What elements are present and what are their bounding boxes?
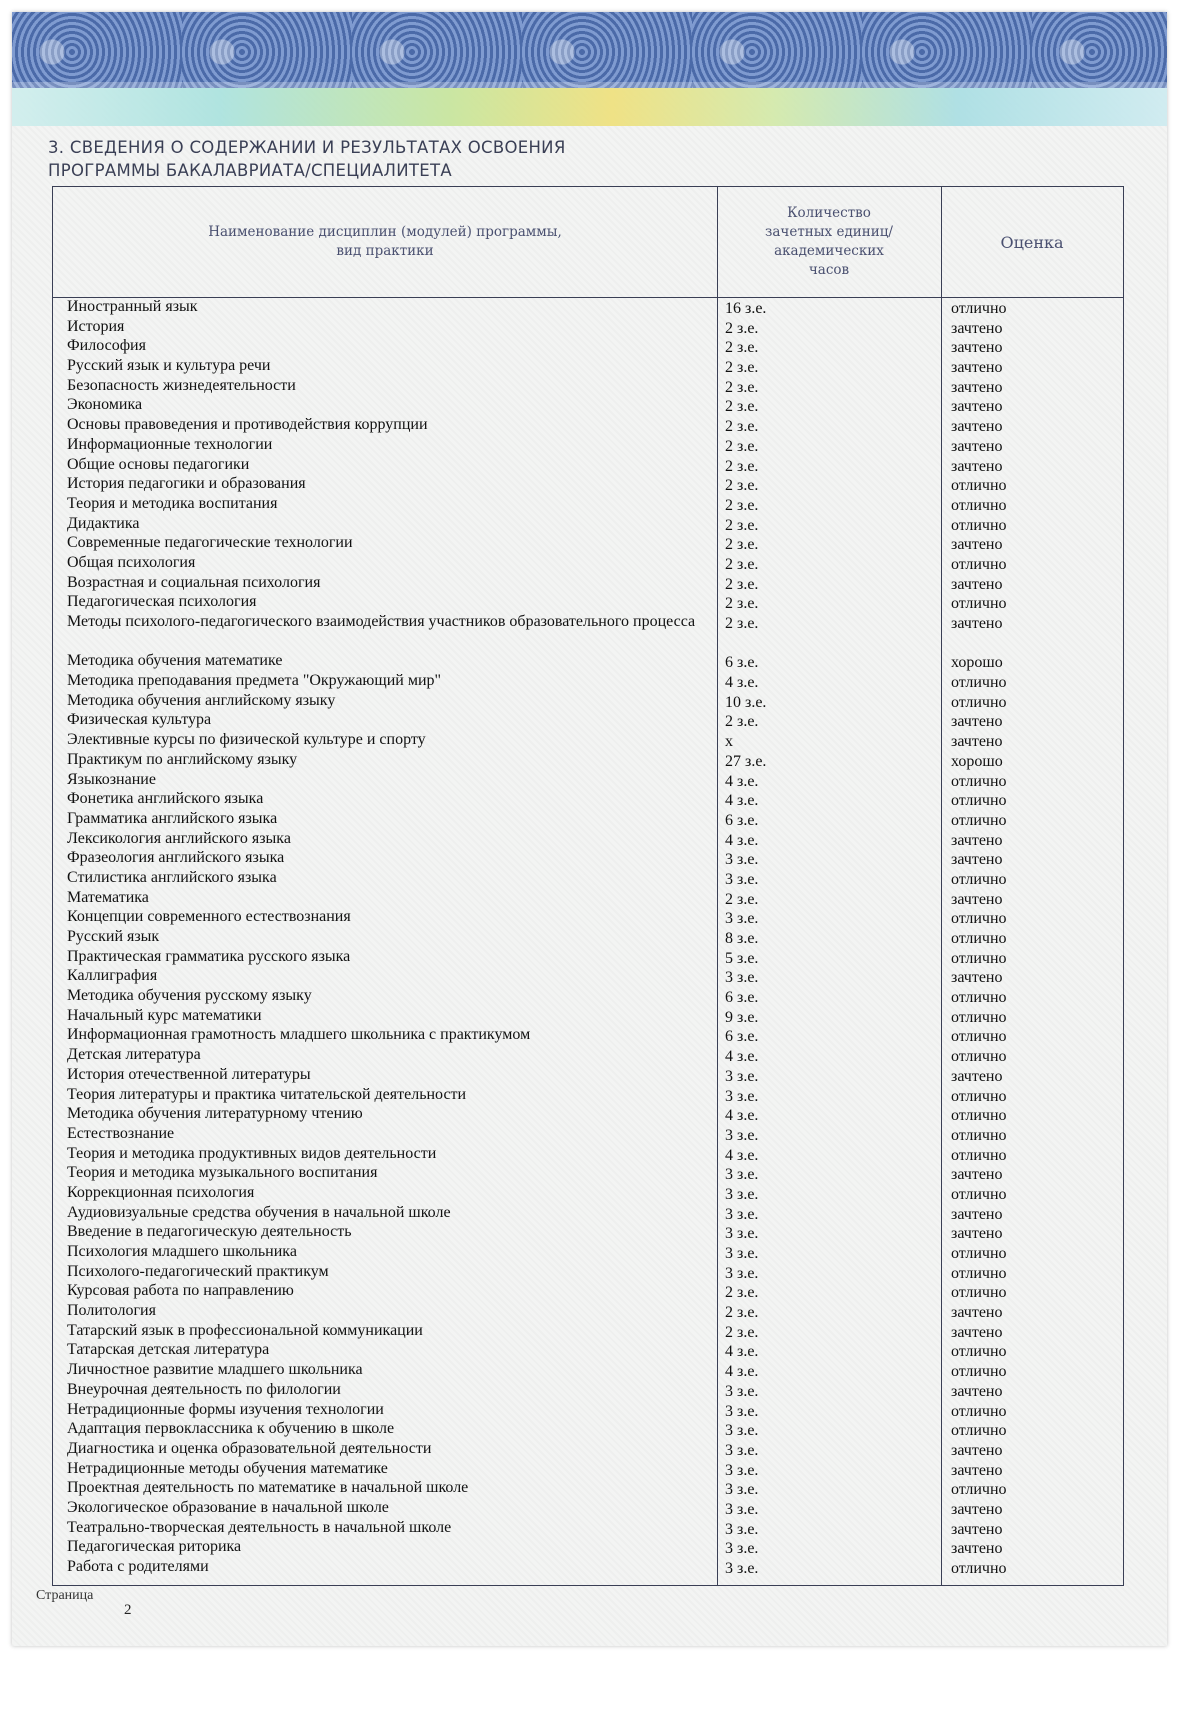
discipline-name-cell: Практическая грамматика русского языка (67, 947, 351, 965)
table-row (53, 476, 1123, 496)
credit-units-cell: 3 з.е. (725, 1382, 759, 1400)
table-row (53, 870, 1123, 890)
grade-cell: отлично (951, 1245, 1007, 1263)
grade-cell: зачтено (951, 1067, 1003, 1085)
credit-units-cell: 27 з.е. (725, 752, 767, 770)
table-row (53, 909, 1123, 929)
table-row (53, 673, 1123, 693)
table-row (53, 890, 1123, 910)
discipline-name-cell: Методы психолого-педагогического взаимодействия участников образовательного процесса (67, 613, 696, 630)
header-units-line-3: академических (774, 243, 884, 259)
credit-units-cell: 2 з.е. (725, 615, 759, 632)
table-row (53, 732, 1123, 752)
table-row (53, 496, 1123, 516)
discipline-name-cell: Дидактика (67, 514, 140, 532)
credit-units-cell: 3 з.е. (725, 1520, 759, 1538)
credit-units-cell: 4 з.е. (725, 1048, 759, 1066)
header-grade (941, 187, 1123, 297)
discipline-name-cell: Методика обучения литературному чтению (67, 1105, 363, 1123)
grade-cell: отлично (951, 1402, 1007, 1420)
grade-cell: зачтено (951, 1304, 1003, 1322)
header-units-line-1: Количество (787, 205, 871, 221)
grade-cell: зачтено (951, 339, 1003, 357)
grade-cell: отлично (951, 1087, 1007, 1105)
grade-cell: зачтено (951, 319, 1003, 337)
credit-units-cell: 5 з.е. (725, 949, 759, 967)
credit-units-cell: 2 з.е. (725, 595, 759, 613)
discipline-name-cell: Методика обучения русскому языку (67, 987, 312, 1005)
table-row (53, 614, 1123, 653)
credit-units-cell: 9 з.е. (725, 1008, 759, 1026)
table-row (53, 811, 1123, 831)
table-body (53, 299, 1123, 1579)
credit-units-cell: 3 з.е. (725, 1205, 759, 1223)
credit-units-cell: 2 з.е. (725, 477, 759, 495)
table-row (53, 1008, 1123, 1028)
discipline-name-cell: Введение в педагогическую деятельность (67, 1223, 352, 1241)
discipline-name-cell: Лексикология английского языка (67, 829, 291, 847)
discipline-name-cell: Общие основы педагогики (67, 455, 250, 473)
grade-cell: зачтено (951, 969, 1003, 987)
grade-cell: отлично (951, 1363, 1007, 1381)
table-row (53, 1264, 1123, 1284)
credit-units-cell: 3 з.е. (725, 1422, 759, 1440)
discipline-name-cell: Русский язык и культура речи (67, 357, 271, 375)
discipline-name-cell: Работа с родителями (67, 1558, 209, 1576)
credit-units-cell: 2 з.е. (725, 516, 759, 534)
table-row (53, 1362, 1123, 1382)
table-row (53, 555, 1123, 575)
grade-cell: отлично (951, 792, 1007, 810)
credit-units-cell: 2 з.е. (725, 339, 759, 357)
discipline-name-cell: Аудиовизуальные средства обучения в начальной школе (67, 1203, 451, 1221)
table-row (53, 1461, 1123, 1481)
credit-units-cell: 2 з.е. (725, 575, 759, 593)
grade-cell: отлично (951, 1481, 1007, 1499)
discipline-name-cell: Информационные технологии (67, 435, 273, 453)
discipline-name-cell: Теория и методика воспитания (67, 494, 278, 512)
discipline-name-cell: Адаптация первоклассника к обучению в школе (67, 1420, 395, 1438)
credit-units-cell: 3 з.е. (725, 1481, 759, 1499)
discipline-name-cell: Возрастная и социальная психология (67, 573, 321, 591)
discipline-name-cell: Практикум по английскому языку (67, 750, 298, 768)
table-row (53, 319, 1123, 339)
header-units-line-4: часов (808, 262, 850, 278)
discipline-name-cell: Иностранный язык (67, 298, 198, 315)
table-row (53, 1323, 1123, 1343)
table-row (53, 338, 1123, 358)
credit-units-cell: 6 з.е. (725, 811, 759, 829)
grade-cell: отлично (951, 595, 1007, 613)
table-row (53, 1441, 1123, 1461)
discipline-name-cell: Психология младшего школьника (67, 1243, 297, 1261)
grade-cell: зачтено (951, 1461, 1003, 1479)
credit-units-cell: 2 з.е. (725, 890, 759, 908)
table-row (53, 988, 1123, 1008)
discipline-name-cell: Информационная грамотность младшего школьника с практикумом (67, 1026, 531, 1044)
header-grade-label: Оценка (1000, 232, 1064, 252)
header-credit-units (717, 187, 941, 297)
discipline-name-cell: Коррекционная психология (67, 1183, 255, 1201)
discipline-name-cell: Современные педагогические технологии (67, 534, 353, 552)
grade-cell: зачтено (951, 418, 1003, 436)
section-heading-line-2: ПРОГРАММЫ БАКАЛАВРИАТА/СПЕЦИАЛИТЕТА (48, 161, 452, 180)
discipline-name-cell: Общая психология (67, 553, 196, 571)
grade-cell: отлично (951, 1028, 1007, 1046)
grade-cell: отлично (951, 1048, 1007, 1066)
credit-units-cell: 6 з.е. (725, 1028, 759, 1046)
discipline-name-cell: Теория литературы и практика читательской деятельности (67, 1085, 467, 1103)
grade-cell: зачтено (951, 536, 1003, 554)
credit-units-cell: 3 з.е. (725, 1540, 759, 1558)
discipline-name-cell: Проектная деятельность по математике в начальной школе (67, 1479, 469, 1497)
table-row (53, 1106, 1123, 1126)
grade-cell: зачтено (951, 378, 1003, 396)
credit-units-cell: 3 з.е. (725, 1087, 759, 1105)
grade-cell: отлично (951, 870, 1007, 888)
grade-cell: зачтено (951, 890, 1003, 908)
discipline-name-cell: Элективные курсы по физической культуре и спорту (67, 731, 426, 749)
table-row (53, 378, 1123, 398)
table-row (53, 575, 1123, 595)
grade-cell: зачтено (951, 1166, 1003, 1184)
table-row (53, 949, 1123, 969)
discipline-name-cell: История педагогики и образования (67, 475, 306, 493)
table-row (53, 1402, 1123, 1422)
discipline-name-cell: Теория и методика музыкального воспитания (67, 1164, 378, 1182)
discipline-name-cell: Татарская детская литература (67, 1341, 270, 1359)
table-row (53, 929, 1123, 949)
grade-cell: отлично (951, 693, 1007, 711)
table-row (53, 1067, 1123, 1087)
table-row (53, 1146, 1123, 1166)
header-name-line-2: вид практики (336, 243, 434, 259)
credit-units-cell: 2 з.е. (725, 1323, 759, 1341)
grades-table (52, 186, 1124, 1586)
credit-units-cell: 3 з.е. (725, 851, 759, 869)
page-number: 2 (124, 1602, 132, 1618)
header-divider (53, 297, 1123, 298)
grade-cell: отлично (951, 930, 1007, 948)
header-name-line-1: Наименование дисциплин (модулей) программы, (208, 224, 562, 240)
grade-cell: зачтено (951, 851, 1003, 869)
grade-cell: отлично (951, 300, 1007, 317)
grade-cell: отлично (951, 1146, 1007, 1164)
discipline-name-cell: Экономика (67, 396, 143, 414)
credit-units-cell: 4 з.е. (725, 674, 759, 692)
table-row (53, 752, 1123, 772)
discipline-name-cell: Диагностика и оценка образовательной деятельности (67, 1439, 432, 1457)
table-row (53, 1027, 1123, 1047)
grade-cell: зачтено (951, 1540, 1003, 1558)
grade-cell: зачтено (951, 733, 1003, 751)
credit-units-cell: 3 з.е. (725, 1402, 759, 1420)
discipline-name-cell: Личностное развитие младшего школьника (67, 1361, 363, 1379)
grade-cell: зачтено (951, 359, 1003, 377)
grade-cell: отлично (951, 1343, 1007, 1361)
credit-units-cell: 16 з.е. (725, 300, 767, 317)
grade-cell: зачтено (951, 1225, 1003, 1243)
table-row (53, 1539, 1123, 1559)
discipline-name-cell: Фонетика английского языка (67, 790, 264, 808)
discipline-name-cell: Педагогическая психология (67, 593, 257, 611)
grade-cell: зачтено (951, 1520, 1003, 1538)
credit-units-cell: 4 з.е. (725, 772, 759, 790)
discipline-name-cell: Основы правоведения и противодействия коррупции (67, 416, 428, 434)
grade-cell: отлично (951, 674, 1007, 692)
credit-units-cell: 3 з.е. (725, 1166, 759, 1184)
table-row (53, 437, 1123, 457)
decorative-rainbow-band (12, 88, 1167, 126)
discipline-name-cell: Физическая культура (67, 711, 212, 729)
discipline-name-cell: Концепции современного естествознания (67, 908, 351, 926)
grade-cell: зачтено (951, 1323, 1003, 1341)
credit-units-cell: 2 з.е. (725, 359, 759, 377)
credit-units-cell: 3 з.е. (725, 1560, 759, 1578)
table-row (53, 1205, 1123, 1225)
grade-cell: отлично (951, 949, 1007, 967)
credit-units-cell: 3 з.е. (725, 1461, 759, 1479)
credit-units-cell: 3 з.е. (725, 1067, 759, 1085)
credit-units-cell: 4 з.е. (725, 1107, 759, 1125)
table-row (53, 1480, 1123, 1500)
table-row (53, 1342, 1123, 1362)
discipline-name-cell: Театрально-творческая деятельность в начальной школе (67, 1518, 452, 1536)
credit-units-cell: 8 з.е. (725, 930, 759, 948)
discipline-name-cell: Татарский язык в профессиональной коммуникации (67, 1321, 423, 1339)
credit-units-cell: 2 з.е. (725, 1284, 759, 1302)
table-row (53, 1500, 1123, 1520)
discipline-name-cell: Теория и методика продуктивных видов деятельности (67, 1144, 437, 1162)
discipline-name-cell: История отечественной литературы (67, 1065, 311, 1083)
credit-units-cell: 2 з.е. (725, 555, 759, 573)
grade-cell: зачтено (951, 615, 1003, 632)
grade-cell: отлично (951, 989, 1007, 1007)
grade-cell: отлично (951, 1126, 1007, 1144)
credit-units-cell: 3 з.е. (725, 1225, 759, 1243)
grade-cell: отлично (951, 1560, 1007, 1578)
table-row (53, 397, 1123, 417)
grade-cell: зачтено (951, 457, 1003, 475)
discipline-name-cell: Политология (67, 1302, 156, 1320)
grade-cell: зачтено (951, 575, 1003, 593)
grade-cell: отлично (951, 1008, 1007, 1026)
table-row (53, 1520, 1123, 1540)
grade-cell: отлично (951, 1264, 1007, 1282)
table-row (53, 516, 1123, 536)
table-row (53, 1126, 1123, 1146)
credit-units-cell: 4 з.е. (725, 1146, 759, 1164)
credit-units-cell: 2 з.е. (725, 1304, 759, 1322)
discipline-name-cell: Методика обучения математике (67, 652, 283, 670)
discipline-name-cell: Философия (67, 337, 146, 355)
section-heading (48, 136, 566, 182)
table-row (53, 1382, 1123, 1402)
discipline-name-cell: История (67, 317, 125, 335)
grade-cell: зачтено (951, 398, 1003, 416)
discipline-name-cell: Курсовая работа по направлению (67, 1282, 294, 1300)
table-row (53, 1165, 1123, 1185)
document-sheet (12, 12, 1167, 1646)
table-row (53, 1559, 1123, 1579)
table-row (53, 1303, 1123, 1323)
discipline-name-cell: Математика (67, 888, 149, 906)
discipline-name-cell: Внеурочная деятельность по филологии (67, 1380, 341, 1398)
table-row (53, 594, 1123, 614)
credit-units-cell: 2 з.е. (725, 457, 759, 475)
credit-units-cell: 4 з.е. (725, 792, 759, 810)
discipline-name-cell: Психолого-педагогический практикум (67, 1262, 329, 1280)
discipline-name-cell: Безопасность жизнедеятельности (67, 376, 296, 394)
section-heading-line-1: 3. СВЕДЕНИЯ О СОДЕРЖАНИИ И РЕЗУЛЬТАТАХ ОСВОЕНИЯ (48, 138, 566, 157)
credit-units-cell: 6 з.е. (725, 654, 759, 672)
discipline-name-cell: Нетрадиционные методы обучения математике (67, 1459, 388, 1477)
credit-units-cell: 3 з.е. (725, 1126, 759, 1144)
table-row (53, 693, 1123, 713)
grade-cell: зачтено (951, 1382, 1003, 1400)
table-row (53, 653, 1123, 673)
discipline-name-cell: Фразеология английского языка (67, 849, 285, 867)
discipline-name-cell: Методика преподавания предмета "Окружающий мир" (67, 672, 442, 690)
header-units-line-2: зачетных единиц/ (765, 224, 893, 240)
credit-units-cell: 3 з.е. (725, 1245, 759, 1263)
credit-units-cell: 4 з.е. (725, 831, 759, 849)
table-row (53, 535, 1123, 555)
discipline-name-cell: Стилистика английского языка (67, 868, 277, 886)
table-row (53, 417, 1123, 437)
table-row (53, 831, 1123, 851)
table-row (53, 1244, 1123, 1264)
grade-cell: отлично (951, 1185, 1007, 1203)
table-row (53, 1421, 1123, 1441)
decorative-guilloche-band (12, 12, 1167, 88)
grade-cell: зачтено (951, 1441, 1003, 1459)
grade-cell: отлично (951, 477, 1007, 495)
grade-cell: зачтено (951, 713, 1003, 731)
credit-units-cell: 2 з.е. (725, 496, 759, 514)
credit-units-cell: 2 з.е. (725, 713, 759, 731)
table-row (53, 358, 1123, 378)
credit-units-cell: 3 з.е. (725, 1264, 759, 1282)
grade-cell: отлично (951, 1107, 1007, 1125)
table-row (53, 457, 1123, 477)
discipline-name-cell: Грамматика английского языка (67, 809, 278, 827)
table-row (53, 1224, 1123, 1244)
table-row (53, 850, 1123, 870)
table-row (53, 772, 1123, 792)
grade-cell: зачтено (951, 1205, 1003, 1223)
grade-cell: хорошо (951, 752, 1003, 770)
grade-cell: отлично (951, 811, 1007, 829)
credit-units-cell: 3 з.е. (725, 969, 759, 987)
grade-cell: отлично (951, 496, 1007, 514)
credit-units-cell: 2 з.е. (725, 378, 759, 396)
grade-cell: отлично (951, 1422, 1007, 1440)
header-discipline-name (53, 187, 717, 297)
grade-cell: отлично (951, 1284, 1007, 1302)
discipline-name-cell: Языкознание (67, 770, 156, 788)
grade-cell: хорошо (951, 654, 1003, 672)
credit-units-cell: 6 з.е. (725, 989, 759, 1007)
discipline-name-cell: Естествознание (67, 1124, 175, 1142)
credit-units-cell: 2 з.е. (725, 437, 759, 455)
table-row (53, 1047, 1123, 1067)
table-row (53, 1185, 1123, 1205)
credit-units-cell: 3 з.е. (725, 910, 759, 928)
table-row (53, 1283, 1123, 1303)
discipline-name-cell: Методика обучения английскому языку (67, 691, 336, 709)
discipline-name-cell: Педагогическая риторика (67, 1538, 242, 1556)
credit-units-cell: 4 з.е. (725, 1363, 759, 1381)
discipline-name-cell: Русский язык (67, 928, 160, 946)
grade-cell: отлично (951, 555, 1007, 573)
discipline-name-cell: Начальный курс математики (67, 1006, 262, 1024)
discipline-name-cell: Экологическое образование в начальной школе (67, 1498, 389, 1516)
table-row (53, 791, 1123, 811)
grade-cell: зачтено (951, 1500, 1003, 1518)
credit-units-cell: 3 з.е. (725, 1185, 759, 1203)
credit-units-cell: 3 з.е. (725, 1500, 759, 1518)
credit-units-cell: 2 з.е. (725, 319, 759, 337)
credit-units-cell: 10 з.е. (725, 693, 767, 711)
table-row (53, 1087, 1123, 1107)
discipline-name-cell: Детская литература (67, 1046, 201, 1064)
table-row (53, 968, 1123, 988)
credit-units-cell: x (725, 733, 733, 751)
credit-units-cell: 2 з.е. (725, 398, 759, 416)
grade-cell: отлично (951, 516, 1007, 534)
credit-units-cell: 3 з.е. (725, 870, 759, 888)
grade-cell: отлично (951, 772, 1007, 790)
grade-cell: зачтено (951, 437, 1003, 455)
credit-units-cell: 4 з.е. (725, 1343, 759, 1361)
grade-cell: зачтено (951, 831, 1003, 849)
page-label: Страница (36, 1588, 94, 1603)
discipline-name-cell: Каллиграфия (67, 967, 158, 985)
credit-units-cell: 3 з.е. (725, 1441, 759, 1459)
credit-units-cell: 2 з.е. (725, 536, 759, 554)
grade-cell: отлично (951, 910, 1007, 928)
discipline-name-cell: Нетрадиционные формы изучения технологии (67, 1400, 384, 1418)
credit-units-cell: 2 з.е. (725, 418, 759, 436)
table-row (53, 299, 1123, 319)
table-row (53, 712, 1123, 732)
